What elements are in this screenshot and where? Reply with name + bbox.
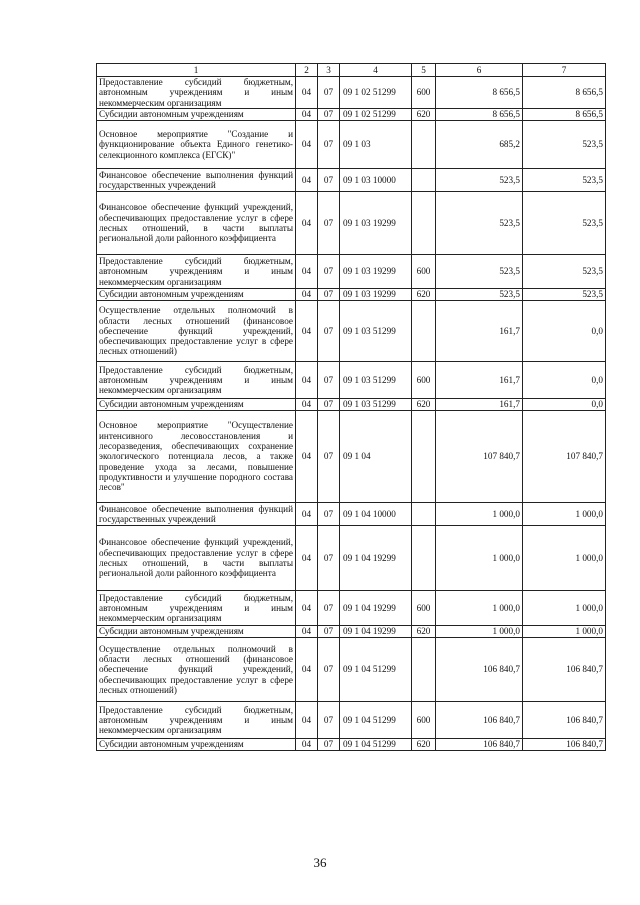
row-expense-type [412, 301, 436, 362]
row-amount-fact: 1 000,0 [523, 526, 606, 591]
row-amount-fact: 1 000,0 [523, 503, 606, 526]
row-description: Осуществление отдельных полномочий в области лесных отношений (финансовое обеспечение функций учреждений, обеспечивающих предоставление услуг в сфере лесных отношений) [97, 638, 296, 702]
table-row [97, 411, 606, 503]
row-amount-plan: 523,5 [436, 192, 523, 255]
row-subsection: 07 [318, 192, 340, 255]
row-description: Финансовое обеспечение функций учреждений, обеспечивающих предоставление услуг в сфере лесных отношений, в части выплаты региональной доли районного коэффициента [97, 192, 296, 255]
row-description: Предоставление субсидий бюджетным, автономным учреждениям и иным некоммерческим организациям [97, 77, 296, 109]
row-target-article: 09 1 04 [340, 411, 412, 503]
row-target-article: 09 1 02 51299 [340, 77, 412, 109]
row-subsection: 07 [318, 638, 340, 702]
row-amount-plan: 161,7 [436, 362, 523, 399]
row-target-article: 09 1 03 19299 [340, 192, 412, 255]
row-amount-plan: 1 000,0 [436, 626, 523, 638]
row-description: Субсидии автономным учреждениям [97, 289, 296, 301]
row-subsection: 07 [318, 399, 340, 411]
row-description: Предоставление субсидий бюджетным, автономным учреждениям и иным некоммерческим организациям [97, 255, 296, 289]
table-row [97, 399, 606, 411]
row-section: 04 [296, 77, 318, 109]
row-amount-plan: 1 000,0 [436, 526, 523, 591]
row-amount-plan: 1 000,0 [436, 503, 523, 526]
row-expense-type [412, 411, 436, 503]
header-cell: 6 [436, 64, 523, 77]
row-subsection: 07 [318, 301, 340, 362]
row-amount-fact: 523,5 [523, 289, 606, 301]
row-subsection: 07 [318, 503, 340, 526]
row-expense-type: 600 [412, 255, 436, 289]
row-description: Предоставление субсидий бюджетным, автономным учреждениям и иным некоммерческим организациям [97, 702, 296, 739]
row-amount-fact: 1 000,0 [523, 591, 606, 626]
row-section: 04 [296, 289, 318, 301]
row-target-article: 09 1 04 51299 [340, 638, 412, 702]
table-row [97, 169, 606, 192]
row-amount-plan: 8 656,5 [436, 109, 523, 121]
row-subsection: 07 [318, 411, 340, 503]
row-description: Предоставление субсидий бюджетным, автономным учреждениям и иным некоммерческим организациям [97, 362, 296, 399]
row-description: Субсидии автономным учреждениям [97, 399, 296, 411]
row-amount-plan: 161,7 [436, 301, 523, 362]
row-expense-type [412, 121, 436, 169]
row-subsection: 07 [318, 526, 340, 591]
row-amount-fact: 523,5 [523, 121, 606, 169]
row-amount-fact: 8 656,5 [523, 109, 606, 121]
row-section: 04 [296, 591, 318, 626]
row-amount-plan: 1 000,0 [436, 591, 523, 626]
row-amount-plan: 106 840,7 [436, 638, 523, 702]
table-row [97, 109, 606, 121]
row-subsection: 07 [318, 362, 340, 399]
row-target-article: 09 1 04 51299 [340, 702, 412, 739]
row-amount-plan: 8 656,5 [436, 77, 523, 109]
row-amount-fact: 523,5 [523, 255, 606, 289]
row-target-article: 09 1 03 51299 [340, 399, 412, 411]
row-amount-fact: 523,5 [523, 192, 606, 255]
row-target-article: 09 1 02 51299 [340, 109, 412, 121]
row-section: 04 [296, 411, 318, 503]
row-subsection: 07 [318, 702, 340, 739]
row-expense-type: 620 [412, 289, 436, 301]
table-row [97, 702, 606, 739]
row-amount-fact: 106 840,7 [523, 739, 606, 751]
row-section: 04 [296, 301, 318, 362]
table-row [97, 301, 606, 362]
row-expense-type: 600 [412, 702, 436, 739]
row-section: 04 [296, 192, 318, 255]
row-section: 04 [296, 255, 318, 289]
row-target-article: 09 1 03 51299 [340, 301, 412, 362]
table-row [97, 289, 606, 301]
row-amount-fact: 1 000,0 [523, 626, 606, 638]
row-target-article: 09 1 04 10000 [340, 503, 412, 526]
header-cell: 7 [523, 64, 606, 77]
table-row [97, 591, 606, 626]
row-target-article: 09 1 03 19299 [340, 289, 412, 301]
row-expense-type [412, 169, 436, 192]
row-section: 04 [296, 169, 318, 192]
row-target-article: 09 1 03 19299 [340, 255, 412, 289]
table-row [97, 739, 606, 751]
row-description: Субсидии автономным учреждениям [97, 739, 296, 751]
table-row [97, 638, 606, 702]
row-section: 04 [296, 362, 318, 399]
table-row [97, 503, 606, 526]
row-amount-plan: 106 840,7 [436, 739, 523, 751]
row-subsection: 07 [318, 739, 340, 751]
row-amount-plan: 523,5 [436, 289, 523, 301]
table-row [97, 121, 606, 169]
row-expense-type [412, 192, 436, 255]
row-target-article: 09 1 03 10000 [340, 169, 412, 192]
row-section: 04 [296, 399, 318, 411]
row-amount-plan: 107 840,7 [436, 411, 523, 503]
row-amount-fact: 8 656,5 [523, 77, 606, 109]
table-row [97, 362, 606, 399]
row-subsection: 07 [318, 121, 340, 169]
row-target-article: 09 1 04 19299 [340, 591, 412, 626]
row-target-article: 09 1 03 [340, 121, 412, 169]
row-expense-type: 620 [412, 739, 436, 751]
row-expense-type: 620 [412, 626, 436, 638]
row-subsection: 07 [318, 109, 340, 121]
row-subsection: 07 [318, 591, 340, 626]
row-target-article: 09 1 03 51299 [340, 362, 412, 399]
row-target-article: 09 1 04 51299 [340, 739, 412, 751]
header-cell: 2 [296, 64, 318, 77]
row-section: 04 [296, 109, 318, 121]
row-expense-type [412, 638, 436, 702]
row-subsection: 07 [318, 289, 340, 301]
row-amount-plan: 685,2 [436, 121, 523, 169]
header-cell: 4 [340, 64, 412, 77]
row-amount-plan: 523,5 [436, 255, 523, 289]
row-amount-fact: 0,0 [523, 399, 606, 411]
row-expense-type: 620 [412, 109, 436, 121]
row-section: 04 [296, 526, 318, 591]
header-cell: 1 [97, 64, 296, 77]
table-row [97, 255, 606, 289]
row-description: Основное мероприятие "Осуществление интенсивного лесовосстановления и лесоразведения, обеспечивающих сохранение экологического потенциала лесов, а также проведение ухода за лесами, повышение продуктивности и улучшение породного состава лесов" [97, 411, 296, 503]
row-target-article: 09 1 04 19299 [340, 526, 412, 591]
row-amount-plan: 106 840,7 [436, 702, 523, 739]
row-description: Осуществление отдельных полномочий в области лесных отношений (финансовое обеспечение функций учреждений, обеспечивающих предоставление услуг в сфере лесных отношений) [97, 301, 296, 362]
row-expense-type: 600 [412, 591, 436, 626]
table-header-row [97, 64, 606, 77]
budget-table [96, 63, 606, 751]
header-cell: 5 [412, 64, 436, 77]
row-expense-type [412, 526, 436, 591]
row-amount-fact: 523,5 [523, 169, 606, 192]
row-expense-type: 620 [412, 399, 436, 411]
row-description: Субсидии автономным учреждениям [97, 626, 296, 638]
row-subsection: 07 [318, 626, 340, 638]
row-expense-type [412, 503, 436, 526]
row-subsection: 07 [318, 77, 340, 109]
row-description: Субсидии автономным учреждениям [97, 109, 296, 121]
table-row [97, 77, 606, 109]
row-description: Финансовое обеспечение выполнения функций государственных учреждений [97, 169, 296, 192]
row-section: 04 [296, 503, 318, 526]
header-cell: 3 [318, 64, 340, 77]
table-row [97, 192, 606, 255]
page-number: 36 [313, 855, 327, 870]
row-description: Финансовое обеспечение функций учреждений, обеспечивающих предоставление услуг в сфере лесных отношений, в части выплаты региональной доли районного коэффициента [97, 526, 296, 591]
row-amount-fact: 106 840,7 [523, 638, 606, 702]
row-expense-type: 600 [412, 77, 436, 109]
table-row [97, 526, 606, 591]
row-amount-fact: 0,0 [523, 362, 606, 399]
row-section: 04 [296, 702, 318, 739]
row-amount-plan: 523,5 [436, 169, 523, 192]
row-amount-plan: 161,7 [436, 399, 523, 411]
row-expense-type: 600 [412, 362, 436, 399]
row-amount-fact: 106 840,7 [523, 702, 606, 739]
row-section: 04 [296, 739, 318, 751]
row-amount-fact: 107 840,7 [523, 411, 606, 503]
row-description: Предоставление субсидий бюджетным, автономным учреждениям и иным некоммерческим организациям [97, 591, 296, 626]
table-row [97, 626, 606, 638]
row-description: Основное мероприятие "Создание и функционирование объекта Единого генетико-селекционного комплекса (ЕГСК)" [97, 121, 296, 169]
row-section: 04 [296, 626, 318, 638]
row-section: 04 [296, 121, 318, 169]
row-amount-fact: 0,0 [523, 301, 606, 362]
row-description: Финансовое обеспечение выполнения функций государственных учреждений [97, 503, 296, 526]
row-subsection: 07 [318, 255, 340, 289]
row-subsection: 07 [318, 169, 340, 192]
row-section: 04 [296, 638, 318, 702]
row-target-article: 09 1 04 19299 [340, 626, 412, 638]
